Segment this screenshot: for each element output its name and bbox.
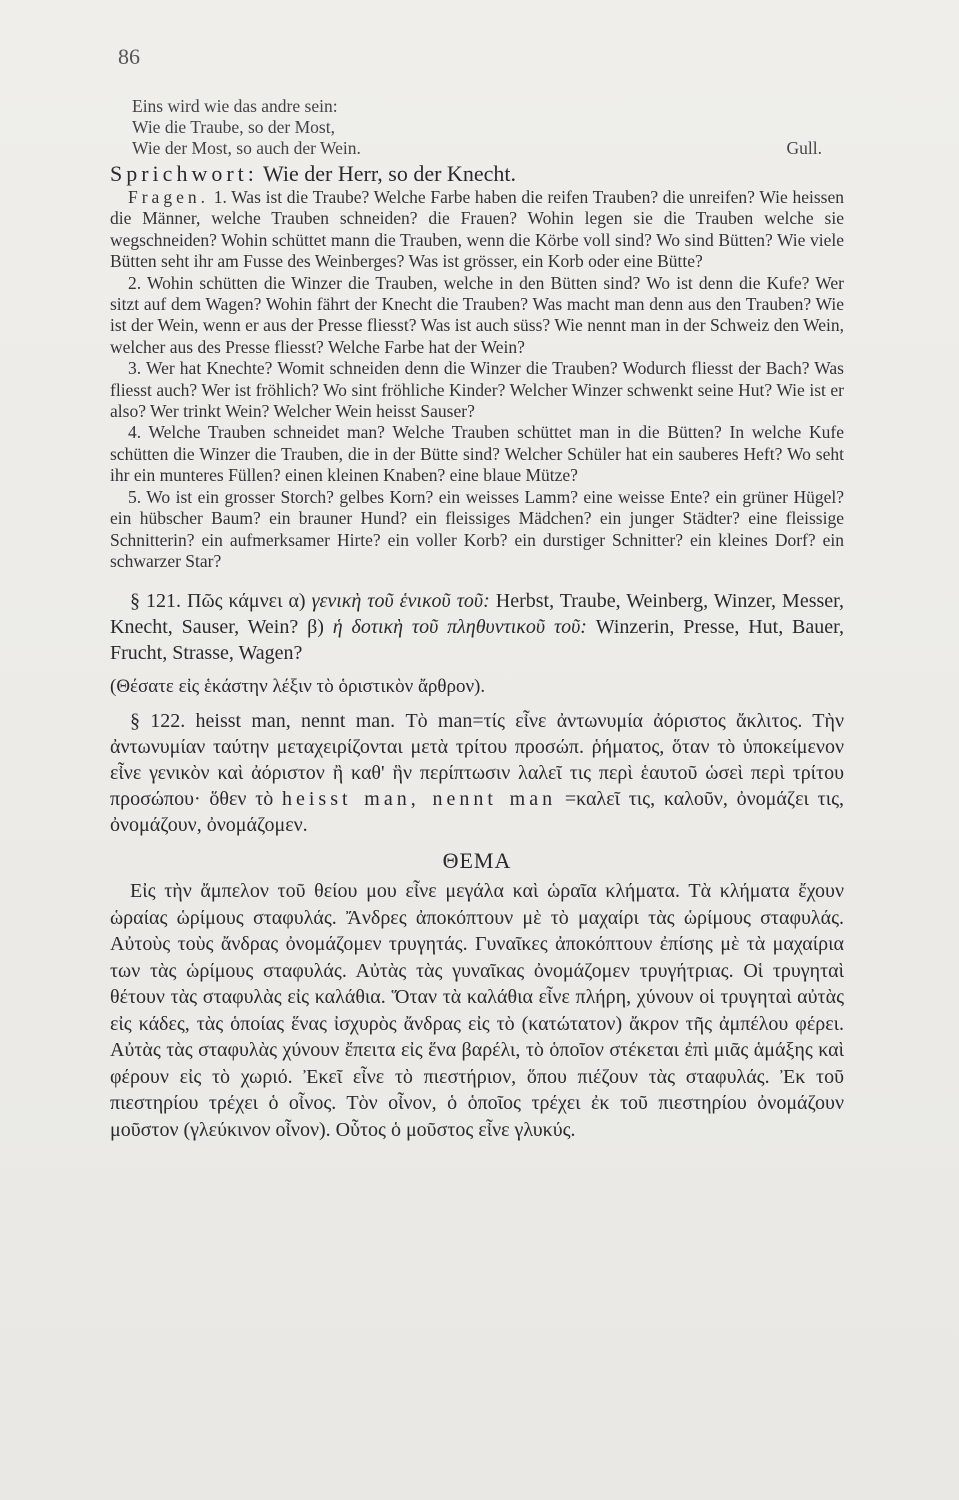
- question-2: 2. Wohin schütten die Winzer die Trauben, welche in den Bütten sind? Wo ist denn die Kufe? Wer sitzt auf dem Wagen? Wohin fährt der Knecht die Trauben? Was macht man denn aus den Trauben? Wie ist der Wein, wenn er aus der Presse fliesst? Was ist auch süss? Wie nennt man in der Schweiz den Wein, welcher aus des Presse fliesst? Welche Farbe hat der Wein?: [110, 272, 844, 357]
- thema-title: ΘΕΜΑ: [442, 848, 512, 874]
- question-1: [110, 187, 844, 273]
- questions-label: Fragen.: [128, 187, 209, 207]
- section-122: [110, 708, 844, 838]
- section-121: [110, 588, 844, 666]
- page-number: 86: [118, 44, 140, 69]
- section-121-a-label: α): [288, 590, 306, 613]
- question-4: 4. Welche Trauben schneidet man? Welche Trauben schüttet man in die Bütten? In welche Kufe schütten die Winzer die Trauben, die in der Bütte sind? Welcher Schüler hat ein sauberes Heft? Wo seht ihr ein munteres Füllen? einen kleinen Knaben? eine blaue Mütze?: [110, 422, 844, 486]
- thema-block: [110, 878, 844, 1143]
- section-122-lead: heisst man, nennt man.: [195, 710, 396, 733]
- poem-author: Gull.: [786, 138, 822, 158]
- section-121-intro: Πῶς κάμνει: [187, 590, 283, 613]
- section-121-a-words: Herbst, Traube, Weinberg, Winzer, Messer, Knecht, Sauser, Wein?: [110, 590, 845, 639]
- section-121-note: (Θέσατε εἰς ἑκάστην λέξιν τὸ ὁριστικὸν ἄρθρον).: [110, 676, 486, 698]
- section-122-number: § 122.: [130, 710, 186, 733]
- poem-line-3: [132, 138, 822, 159]
- section-122-text-2: =καλεῖ τις, καλοῦν, ὀνομάζει τις, ὀνομάζουν, ὀνομάζομεν.: [110, 788, 844, 837]
- questions-block: [110, 187, 844, 572]
- thema-text: Εἰς τὴν ἄμπελον τοῦ θείου μου εἶνε μεγάλα καὶ ὡραῖα κλήματα. Τὰ κλήματα ἔχουν ὡραίας ὡρίμους σταφυλάς. Ἄνδρες ἀποκόπτουν μὲ τὸ μαχαίρι τὰς ὡρίμους σταφυλάς. Αὐτοὺς τοὺς ἄνδρας ὀνομάζομεν τρυγητάς. Γυναῖκες ἀποκόπτουν ἐπίσης μὲ τὰ μαχαίρια των τὰς ὡρίμους σταφυλάς. Αὐτὰς τὰς γυναῖκας ὀνομάζομεν τρυγήτριας. Οἱ τρυγηταὶ θέτουν τὰς σταφυλὰς εἰς καλάθια. Ὅταν τὰ καλάθια εἶνε πλήρη, χύνουν οἱ τρυγηταὶ αὐτὰς εἰς κάδες, τὰς ὁποίας ἕνας ἰσχυρὸς ἄνδρας εἰς τὸ (κατώτατον) ἄκρον τῆς ἀμπέλου φέρει. Αὐτὰς τὰς σταφυλὰς χύνουν ἔπειτα εἰς ἕνα βαρέλι, τὸ ὁποῖον στέκεται ἐπὶ μιᾶς ἁμάξης καὶ φέρουν εἰς τὸ χωριό. Ἐκεῖ εἶνε τὸ πιεστήριον, ὅπου πιέζουν τὰς σταφυλάς. Ἐκ τοῦ πιεστηρίου τρέχει ὁ οἶνος. Τὸν οἶνον, ὁ ὁποῖος τρέχει ἐκ τοῦ πιεστηρίου ὀνομάζουν μοῦστον (γλεύκινον οἶνον). Οὗτος ὁ μοῦστος εἶνε γλυκύς.: [110, 880, 844, 1141]
- poem-line-2: Wie die Traube, so der Most,: [132, 117, 335, 137]
- section-122-text-1: Τὸ man=τίς εἶνε ἀντωνυμία ἀόριστος ἄκλιτος. Τὴν ἀντωνυμίαν ταύτην μεταχειρίζονται μετὰ τρίτου προσώπ. ῥήματος, ὅταν τὸ ὑποκείμενον εἶνε γενικὸν καὶ ἀόριστον ἢ καθ' ἣν περίπτωσιν λαλεῖ τις περὶ ἑαυτοῦ ὡσεὶ περὶ τρίτου προσώπου· ὅθεν τὸ: [110, 710, 845, 811]
- page-content: [110, 96, 844, 1143]
- section-121-b-term: ἡ δοτικὴ τοῦ πληθυντικοῦ τοῦ:: [332, 616, 587, 639]
- section-122-text: [110, 708, 844, 838]
- question-1-text: 1. Was ist die Traube? Welche Farbe haben die reifen Trauben? die unreifen? Wie heissen die Männer, welche Trauben schneiden? die Frauen? Wohin legen sie die Trauben welche sie wegschneiden? Wohin schüttet mann die Trauben, wenn die Körbe voll sind? Wo sind Bütten? Wie viele Bütten seht ihr am Fusse des Weinberges? Was ist grösser, ein Korb oder eine Bütte?: [110, 187, 844, 272]
- poem-line-1: Eins wird wie das andre sein:: [132, 96, 338, 116]
- proverb: [110, 161, 844, 187]
- section-121-b-label: β): [307, 616, 324, 639]
- proverb-label: Sprichwort:: [110, 161, 258, 186]
- section-122-example: heisst man, nennt man: [282, 788, 557, 811]
- section-121-number: § 121.: [130, 590, 181, 613]
- poem: [132, 96, 822, 159]
- poem-line-3-text: Wie der Most, so auch der Wein.: [132, 138, 361, 158]
- section-121-text: [110, 588, 844, 666]
- section-121-a-term: γενικὴ τοῦ ἑνικοῦ τοῦ:: [311, 590, 490, 613]
- question-3: 3. Wer hat Knechte? Womit schneiden denn die Winzer die Trauben? Wodurch fliesst der Bach? Was fliesst auch? Wer ist fröhlich? Wo sint fröhliche Kinder? Welcher Winzer schwenkt seine Hut? Wie ist er also? Wer trinkt Wein? Welcher Wein heisst Sauser?: [110, 358, 844, 422]
- question-5: 5. Wo ist ein grosser Storch? gelbes Korn? ein weisses Lamm? eine weisse Ente? ein grüner Hügel? ein hübscher Baum? ein brauner Hund? ein fleissiges Mädchen? ein junger Städter? eine fleissige Schnitterin? ein aufmerksamer Hirte? ein voller Korb? ein durstiger Schnitter? ein kleines Dorf? ein schwarzer Star?: [110, 486, 844, 571]
- proverb-text: Wie der Herr, so der Knecht.: [263, 161, 516, 186]
- section-121-b-words: Winzerin, Presse, Hut, Bauer, Frucht, Strasse, Wagen?: [110, 616, 845, 665]
